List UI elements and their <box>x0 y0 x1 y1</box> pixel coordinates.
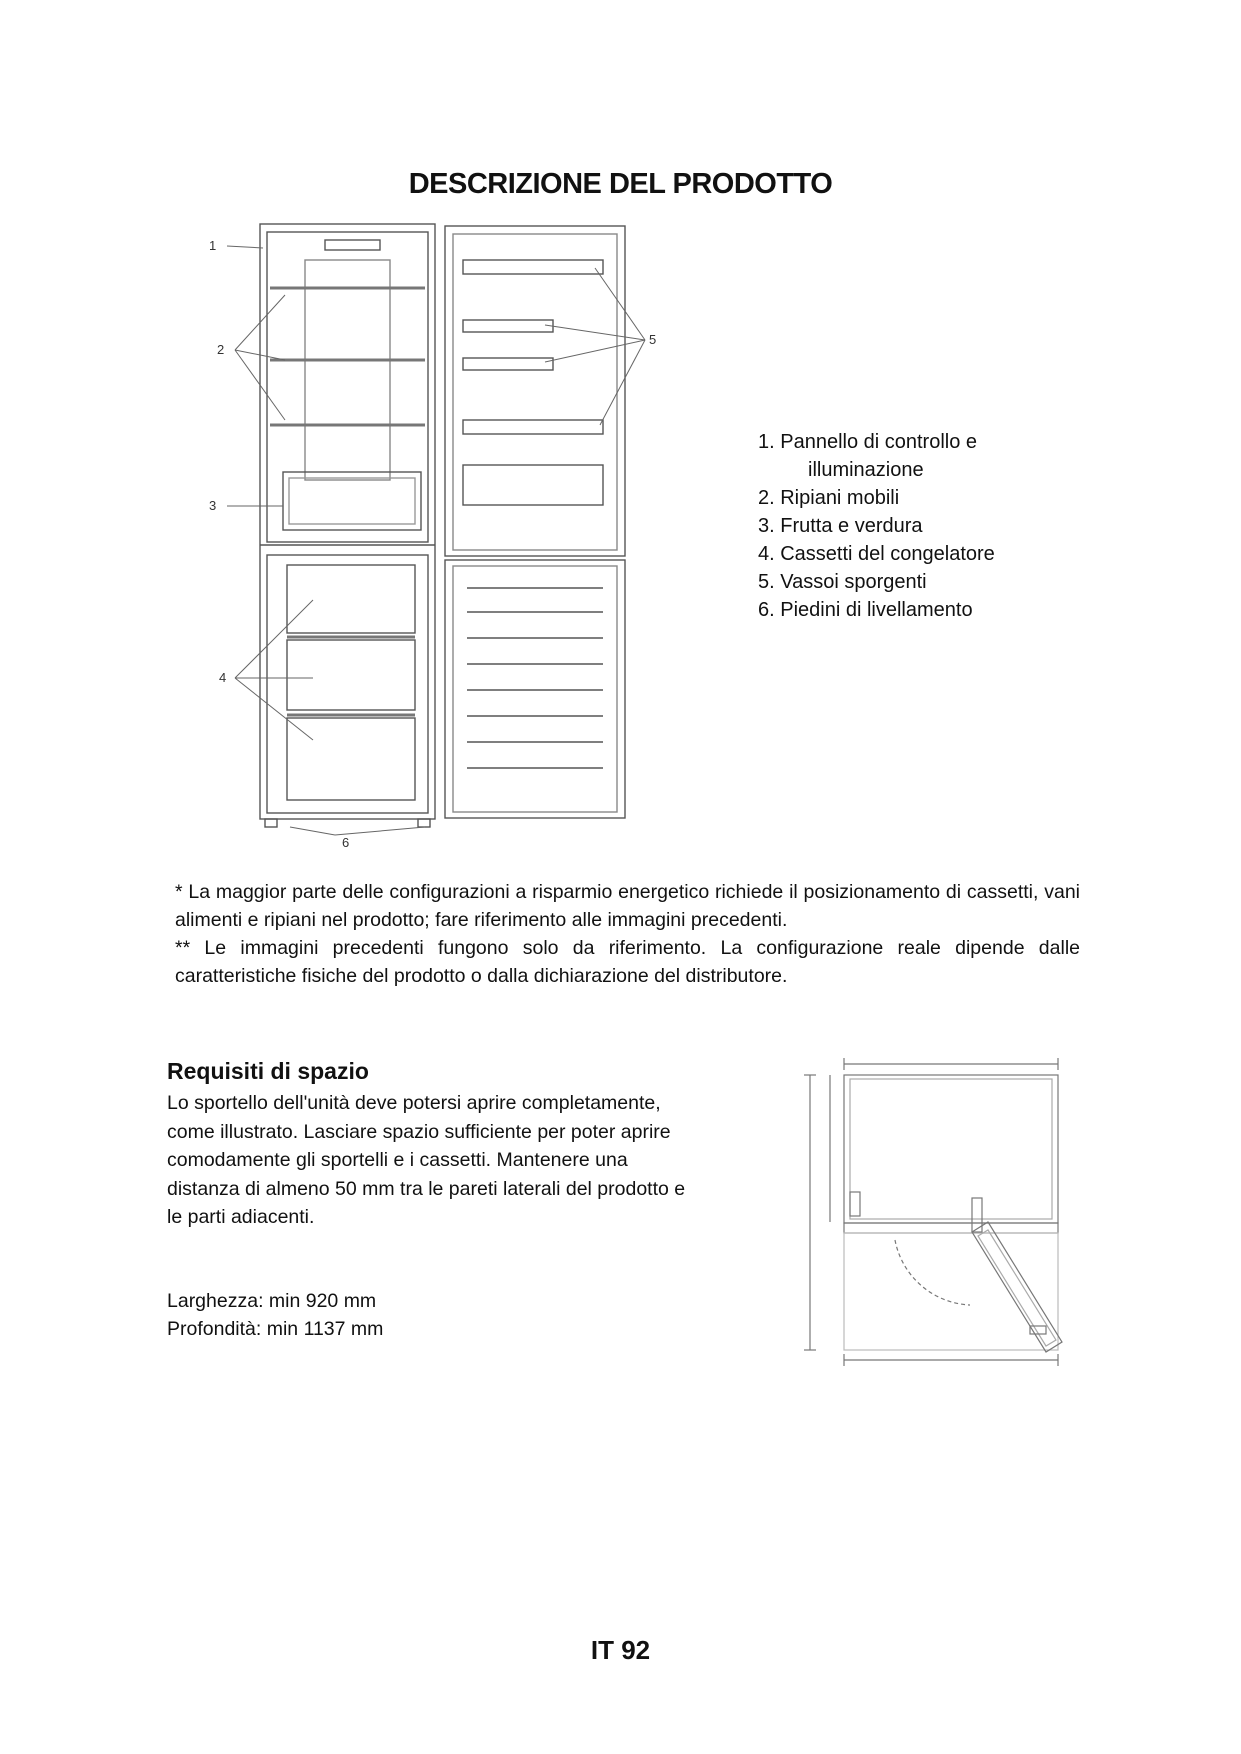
note-energy: * La maggior parte delle configurazioni a risparmio energetico richiede il posizionamento di cassetti, vani alimenti e ripiani nel prodotto; fare riferimento alle immagini precedenti. <box>175 881 1080 931</box>
page-title: DESCRIZIONE DEL PRODOTTO <box>408 168 833 200</box>
callout-6: 6 <box>342 835 350 850</box>
callout-3: 3 <box>209 498 217 513</box>
callout-5: 5 <box>649 332 657 347</box>
legend-item: 2. Ripiani mobili <box>758 487 900 509</box>
legend-item <box>758 428 995 484</box>
parts-legend <box>758 428 995 624</box>
note-reference: ** Le immagini precedenti fungono solo da riferimento. La configurazione reale dipende dalle caratteristiche fisiche del prodotto o dalla dichiarazione del distributore. <box>175 937 1080 987</box>
legend-item-label: 1. Pannello di controllo e <box>758 431 978 453</box>
legend-item: 6. Piedini di livellamento <box>758 599 973 621</box>
notes <box>175 878 1080 990</box>
legend-item: 4. Cassetti del congelatore <box>758 543 995 565</box>
space-requirements-title: Requisiti di spazio <box>167 1058 369 1084</box>
callout-1: 1 <box>209 238 217 253</box>
space-requirements-text: Lo sportello dell'unità deve potersi aprire completamente, come illustrato. Lasciare spazio sufficiente per poter aprire comodamente gli sportelli e i cassetti. Mantenere una distanza di almeno 50 mm tra le pareti laterali del prodotto e le parti adiacenti. <box>167 1092 686 1228</box>
fridge-diagram <box>205 210 675 850</box>
min-depth: Profondità: min 1137 mm <box>167 1318 384 1340</box>
callout-2: 2 <box>217 342 225 357</box>
space-dimensions <box>167 1287 383 1343</box>
legend-item: 5. Vassoi sporgenti <box>758 571 927 593</box>
legend-item: 3. Frutta e verdura <box>758 515 923 537</box>
callout-4: 4 <box>219 670 227 685</box>
page-number: IT 92 <box>590 1635 651 1665</box>
legend-item-continuation: illuminazione <box>808 459 924 481</box>
clearance-diagram <box>800 1050 1100 1390</box>
min-width: Larghezza: min 920 mm <box>167 1290 377 1312</box>
